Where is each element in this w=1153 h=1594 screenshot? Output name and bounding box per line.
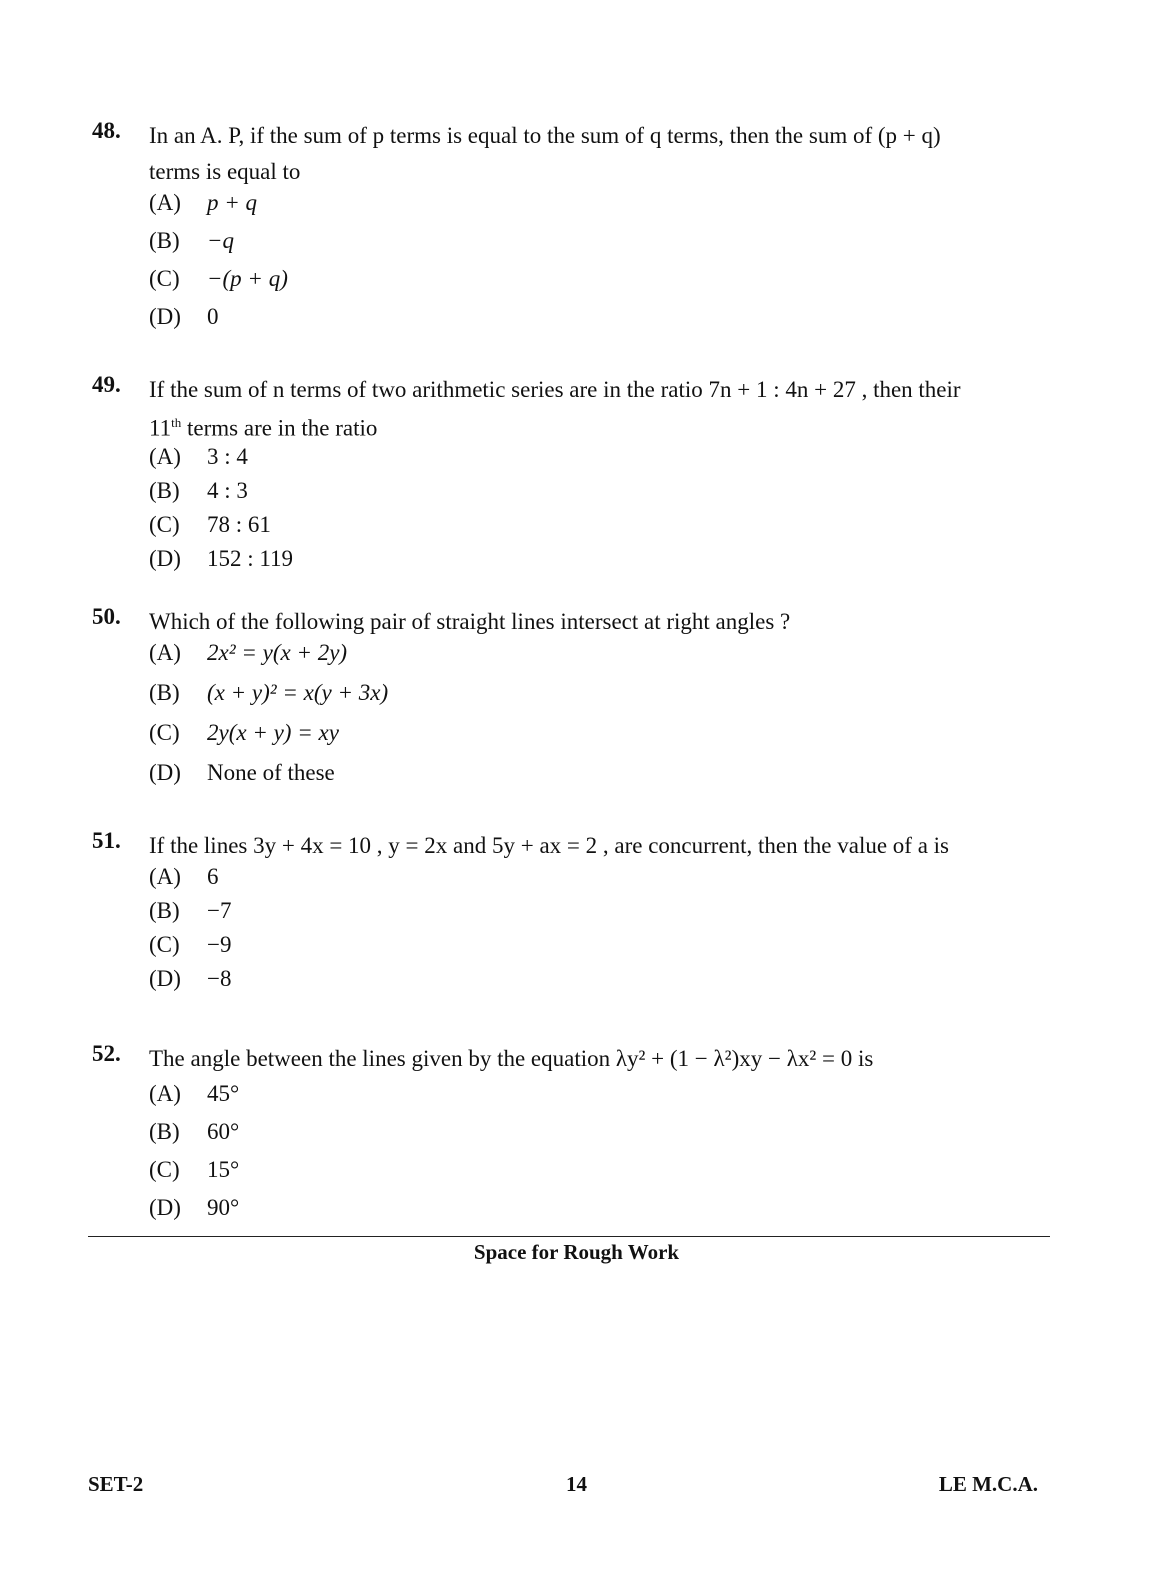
option-d: (D) 0 [149,304,219,329]
option-a: (A) 6 [149,864,219,889]
option-b: (B) 60° [149,1119,240,1144]
option-a: (A) 2x² = y(x + 2y) [149,640,348,665]
question-50 [92,604,1052,800]
rough-work-divider [88,1236,1050,1237]
question-number: 51. [92,828,121,853]
question-52 [92,1041,1052,1233]
footer-set: SET-2 [88,1472,144,1496]
option-b: (B) (x + y)² = x(y + 3x) [149,680,389,705]
question-49 [92,372,1052,580]
options-list [149,640,1052,800]
question-text: The angle between the lines given by the equation λy² + (1 − λ²)xy − λx² = 0 is [149,1046,874,1071]
option-c: (C) 78 : 61 [149,511,271,537]
question-text: If the sum of n terms of two arithmetic series are in the ratio 7n + 1 : 4n + 27 , then their [149,377,961,402]
option-d: (D) None of these [149,760,335,785]
question-number: 50. [92,604,121,629]
footer-exam-name: LE M.C.A. [938,1472,1038,1496]
options-list [149,1081,1052,1233]
option-a: (A) p + q [149,190,258,215]
question-text: Which of the following pair of straight lines intersect at right angles ? [149,609,791,634]
question-number: 52. [92,1041,121,1066]
question-text-continued: 11th terms are in the ratio [149,415,378,441]
option-d: (D) −8 [149,966,232,991]
option-b: (B) −7 [149,898,232,923]
question-text: If the lines 3y + 4x = 10 , y = 2x and 5y + ax = 2 , are concurrent, then the value of a is [149,833,950,858]
option-c: (C) −(p + q) [149,266,288,291]
question-48 [92,118,1052,342]
question-text-continued: terms is equal to [149,159,301,184]
question-text: In an A. P, if the sum of p terms is equal to the sum of q terms, then the sum of (p + q) [149,123,941,148]
option-c: (C) 15° [149,1157,240,1182]
rough-work-heading: Space for Rough Work [473,1240,680,1264]
footer-page-number: 14 [566,1472,587,1496]
option-d: (D) 152 : 119 [149,545,294,571]
option-d: (D) 90° [149,1195,240,1220]
question-51 [92,828,1052,1000]
question-number: 49. [92,372,121,397]
options-list [149,190,1052,342]
option-b: (B) 4 : 3 [149,477,248,503]
options-list [149,864,1052,1000]
option-c: (C) 2y(x + y) = xy [149,720,339,745]
option-a: (A) 3 : 4 [149,443,248,469]
option-c: (C) −9 [149,932,232,957]
option-b: (B) −q [149,228,235,253]
option-a: (A) 45° [149,1081,240,1106]
question-number: 48. [92,118,121,143]
options-list [149,444,1052,580]
